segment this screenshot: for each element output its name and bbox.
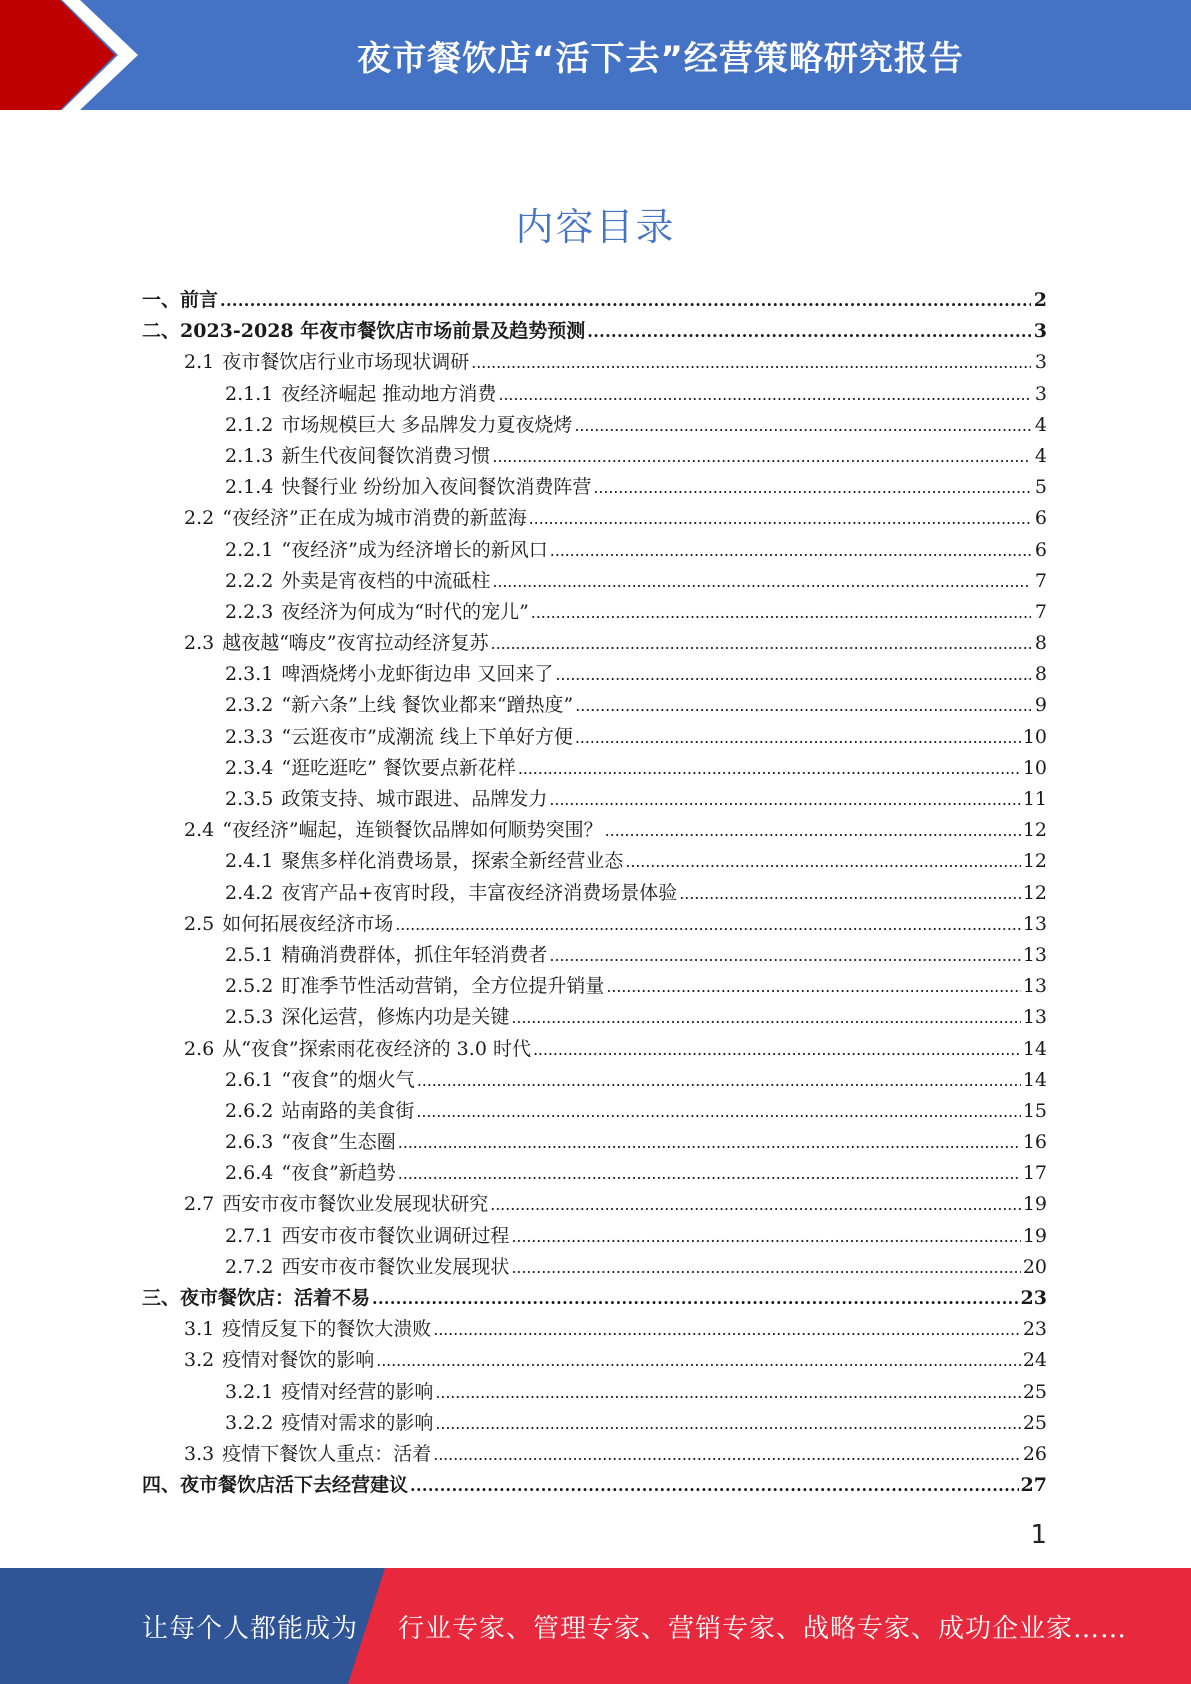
toc-entry-page: 25 [1022, 1380, 1047, 1403]
footer-slogan-left: 让每个人都能成为 [142, 1613, 359, 1644]
toc-entry-title: 啤酒烧烤小龙虾街边串 又回来了 [281, 663, 554, 686]
toc-entry[interactable] [142, 1314, 1047, 1345]
toc-entry[interactable] [142, 285, 1047, 316]
footer-slogan-right: 行业专家、管理专家、营销专家、战略专家、成功企业家…… [398, 1613, 1128, 1644]
toc-entry-number: 2.2.2 [225, 569, 274, 592]
toc-entry[interactable] [142, 566, 1047, 597]
toc-entry-page: 12 [1022, 819, 1047, 842]
report-title: 夜市餐饮店“活下去”经营策略研究报告 [357, 38, 964, 79]
toc-dot-leader [511, 1002, 1020, 1033]
toc-dot-leader [550, 535, 1031, 566]
toc-entry[interactable] [142, 1034, 1047, 1065]
toc-entry-number: 2.6.4 [225, 1162, 274, 1185]
toc-entry-number: 2.5.1 [225, 943, 274, 966]
toc-entry-page: 17 [1022, 1162, 1047, 1185]
toc-entry[interactable] [142, 535, 1047, 566]
toc-entry-page: 4 [1034, 444, 1047, 467]
toc-entry[interactable] [142, 503, 1047, 534]
toc-entry-page: 12 [1022, 881, 1047, 904]
toc-dot-leader [398, 1127, 1021, 1158]
toc-entry-title: “夜食”新趋势 [281, 1162, 396, 1185]
toc-entry-title: 政策支持、城市跟进、品牌发力 [281, 788, 548, 810]
toc-entry[interactable] [142, 1252, 1047, 1283]
toc-entry[interactable] [142, 1345, 1047, 1376]
toc-entry-title: “新六条”上线 餐饮业都来“蹭热度” [281, 694, 574, 717]
toc-dot-leader [398, 1158, 1021, 1189]
toc-entry-number: 2.1 [184, 351, 215, 374]
toc-dot-leader [498, 379, 1031, 410]
toc-entry-title: 疫情下餐饮人重点：活着 [222, 1442, 432, 1465]
toc-dot-leader [531, 597, 1031, 628]
toc-entry[interactable] [142, 472, 1047, 503]
toc-entry-number: 2.1.3 [225, 444, 274, 467]
toc-entry-title: 夜经济崛起 推动地方消费 [281, 382, 497, 405]
toc-entry-title: 疫情对经营的影响 [281, 1380, 434, 1403]
toc-dot-leader [491, 628, 1031, 659]
toc-entry[interactable] [142, 815, 1047, 846]
toc-entry[interactable] [142, 1377, 1047, 1408]
toc-entry-title: 疫情对需求的影响 [281, 1411, 434, 1434]
toc-dot-leader [605, 815, 1021, 846]
toc-heading: 内容目录 [515, 205, 676, 249]
toc-dot-leader [549, 940, 1020, 971]
toc-entry-title: “夜食”生态圈 [281, 1131, 396, 1154]
toc-entry-page: 24 [1022, 1349, 1047, 1372]
toc-dot-leader [376, 1345, 1021, 1376]
toc-entry-title: 夜宵产品+夜宵时段，丰富夜经济消费场景体验 [281, 881, 678, 904]
toc-entry-number: 2.6.2 [225, 1099, 274, 1122]
toc-entry[interactable] [142, 1439, 1047, 1470]
toc-entry-number: 2.3.2 [225, 694, 274, 717]
toc-entry-page: 10 [1022, 756, 1047, 779]
toc-entry-number: 2.6 [184, 1037, 215, 1060]
toc-entry-page: 10 [1022, 725, 1047, 748]
toc-dot-leader [410, 1470, 1019, 1501]
toc-entry-title: 三、夜市餐饮店：活着不易 [142, 1287, 371, 1309]
toc-entry-title: 二、2023-2028 年夜市餐饮店市场前景及趋势预测 [142, 320, 586, 343]
toc-entry-page: 19 [1022, 1193, 1047, 1216]
toc-dot-leader [433, 1439, 1021, 1470]
toc-entry-number: 2.4.1 [225, 850, 274, 873]
toc-entry-title: 西安市夜市餐饮业发展现状 [281, 1255, 510, 1278]
toc-dot-leader [416, 1096, 1020, 1127]
toc-entry-number: 2.3.1 [225, 663, 274, 686]
toc-entry-title: “夜食”的烟火气 [281, 1068, 415, 1091]
toc-dot-leader [435, 1377, 1020, 1408]
toc-entry-title: 深化运营，修炼内功是关键 [281, 1006, 510, 1029]
toc-entry-page: 8 [1034, 632, 1047, 655]
toc-entry-number: 2.7.2 [225, 1255, 274, 1278]
toc-entry-title: “逛吃逛吃” 餐饮要点新花样 [281, 756, 516, 779]
toc-entry[interactable] [142, 1408, 1047, 1439]
toc-entry-title: 盯准季节性活动营销，全方位提升销量 [281, 975, 605, 998]
toc-entry-title: 精确消费群体，抓住年轻消费者 [281, 943, 548, 966]
toc-entry-number: 2.1.2 [225, 413, 274, 436]
toc-entry-page: 13 [1022, 975, 1047, 998]
toc-dot-leader [606, 971, 1020, 1002]
toc-dot-leader [555, 659, 1031, 690]
toc-entry-title: 站南路的美食街 [281, 1099, 415, 1122]
toc-entry-title: 市场规模巨大 多品牌发力夏夜烧烤 [281, 413, 573, 436]
toc-entry[interactable] [142, 753, 1047, 784]
toc-entry-page: 16 [1022, 1131, 1047, 1154]
toc-entry-number: 3.1 [184, 1318, 215, 1341]
toc-dot-leader [395, 909, 1021, 940]
toc-entry-page: 13 [1022, 912, 1047, 935]
toc-entry-page: 7 [1034, 600, 1047, 623]
toc-entry-number: 2.7 [184, 1193, 215, 1216]
toc-dot-leader [587, 316, 1031, 347]
toc-dot-leader [575, 722, 1021, 753]
toc-entry[interactable] [142, 1127, 1047, 1158]
toc-entry-title: 一、前言 [142, 289, 219, 311]
toc-entry[interactable] [142, 1470, 1047, 1501]
toc-entry[interactable] [142, 971, 1047, 1002]
toc-entry[interactable] [142, 846, 1047, 877]
toc-dot-leader [549, 784, 1020, 815]
header-arrow-decoration [0, 0, 160, 110]
toc-entry-title: 西安市夜市餐饮业发展现状研究 [222, 1193, 489, 1216]
toc-dot-leader [529, 503, 1031, 534]
toc-entry-page: 12 [1022, 850, 1047, 873]
toc-entry-number: 3.2.2 [225, 1411, 274, 1434]
toc-entry-number: 2.7.1 [225, 1224, 274, 1247]
toc-entry-number: 2.5 [184, 912, 215, 935]
toc-entry-title: 疫情反复下的餐饮大溃败 [222, 1318, 432, 1341]
toc-entry-page: 14 [1022, 1037, 1047, 1060]
toc-entry-page: 25 [1022, 1411, 1047, 1434]
toc-entry[interactable] [142, 909, 1047, 940]
toc-entry-number: 2.2 [184, 507, 215, 530]
toc-dot-leader [435, 1408, 1020, 1439]
toc-entry-page: 27 [1020, 1474, 1047, 1497]
toc-entry-page: 19 [1022, 1224, 1047, 1247]
toc-entry-page: 6 [1034, 538, 1047, 561]
toc-dot-leader [574, 410, 1031, 441]
toc-entry[interactable] [142, 1283, 1047, 1314]
toc-entry[interactable] [142, 784, 1047, 815]
toc-entry-number: 2.5.3 [225, 1006, 274, 1029]
toc-entry[interactable] [142, 379, 1047, 410]
toc-entry-title: “夜经济”崛起，连锁餐饮品牌如何顺势突围？ [222, 819, 603, 842]
toc-entry[interactable] [142, 347, 1047, 378]
toc-entry[interactable] [142, 1096, 1047, 1127]
toc-entry-page: 23 [1022, 1318, 1047, 1341]
toc-entry-page: 8 [1034, 663, 1047, 686]
toc-entry-page: 26 [1022, 1442, 1047, 1465]
toc-entry-number: 3.3 [184, 1442, 215, 1465]
toc-dot-leader [471, 347, 1031, 378]
toc-entry-page: 5 [1034, 476, 1047, 499]
toc-entry-page: 3 [1034, 351, 1047, 374]
toc-entry-title: 从“夜食”探索雨花夜经济的 3.0 时代 [222, 1037, 531, 1060]
toc-entry[interactable] [142, 1065, 1047, 1096]
toc-entry[interactable] [142, 659, 1047, 690]
toc-entry-page: 3 [1033, 320, 1047, 343]
table-of-contents [142, 285, 1047, 1501]
toc-entry-page: 7 [1034, 569, 1047, 592]
toc-entry-number: 2.4 [184, 819, 215, 842]
toc-dot-leader [575, 690, 1031, 721]
toc-entry-title: 越夜越“嗨皮”夜宵拉动经济复苏 [222, 632, 489, 655]
toc-entry-page: 11 [1022, 788, 1047, 810]
toc-dot-leader [533, 1034, 1021, 1065]
toc-entry-number: 2.4.2 [225, 881, 274, 904]
toc-dot-leader [492, 441, 1031, 472]
toc-entry-title: “夜经济”成为经济增长的新风口 [281, 538, 548, 561]
toc-entry-number: 3.2 [184, 1349, 215, 1372]
toc-entry-title: 快餐行业 纷纷加入夜间餐饮消费阵营 [281, 476, 592, 499]
toc-entry-number: 2.6.3 [225, 1131, 274, 1154]
toc-entry-page: 9 [1034, 694, 1047, 717]
toc-entry[interactable] [142, 878, 1047, 909]
toc-entry[interactable] [142, 940, 1047, 971]
toc-entry[interactable] [142, 1189, 1047, 1220]
toc-dot-leader [518, 753, 1021, 784]
toc-entry-title: 聚焦多样化消费场景，探索全新经营业态 [281, 850, 624, 873]
toc-entry[interactable] [142, 316, 1047, 347]
toc-entry-page: 4 [1034, 413, 1047, 436]
toc-entry-page: 2 [1033, 289, 1047, 311]
toc-entry-number: 2.2.1 [225, 538, 274, 561]
toc-entry-title: 夜经济为何成为“时代的宠儿” [281, 600, 529, 623]
toc-entry-title: “云逛夜市”成潮流 线上下单好方便 [281, 725, 573, 748]
toc-entry-title: 夜市餐饮店行业市场现状调研 [222, 351, 470, 374]
toc-dot-leader [490, 1189, 1021, 1220]
toc-entry-title: 外卖是宵夜档的中流砥柱 [281, 569, 491, 592]
header-band [0, 0, 1191, 110]
toc-entry-number: 2.2.3 [225, 600, 274, 623]
toc-entry[interactable] [142, 1158, 1047, 1189]
toc-entry-page: 3 [1034, 382, 1047, 405]
toc-dot-leader [417, 1065, 1021, 1096]
toc-entry[interactable] [142, 441, 1047, 472]
toc-entry[interactable] [142, 1221, 1047, 1252]
toc-dot-leader [492, 566, 1031, 597]
toc-entry-page: 6 [1034, 507, 1047, 530]
toc-dot-leader [625, 846, 1020, 877]
toc-entry[interactable] [142, 1002, 1047, 1033]
toc-entry[interactable] [142, 410, 1047, 441]
toc-entry-title: 新生代夜间餐饮消费习惯 [281, 444, 491, 467]
toc-entry-number: 2.3.5 [225, 788, 274, 810]
toc-entry-title: 疫情对餐饮的影响 [222, 1349, 375, 1372]
toc-dot-leader [511, 1252, 1020, 1283]
toc-entry[interactable] [142, 690, 1047, 721]
toc-entry-page: 13 [1022, 943, 1047, 966]
toc-entry-number: 2.3 [184, 632, 215, 655]
toc-entry-page: 23 [1020, 1287, 1047, 1309]
toc-entry[interactable] [142, 628, 1047, 659]
toc-dot-leader [433, 1314, 1021, 1345]
toc-entry-page: 13 [1022, 1006, 1047, 1029]
toc-entry-title: 如何拓展夜经济市场 [222, 912, 394, 935]
toc-entry-number: 2.1.4 [225, 476, 274, 499]
footer-band [0, 1568, 1191, 1684]
toc-entry-title: “夜经济”正在成为城市消费的新蓝海 [222, 507, 527, 530]
toc-dot-leader [511, 1221, 1020, 1252]
toc-dot-leader [220, 285, 1031, 316]
toc-entry-number: 3.2.1 [225, 1380, 274, 1403]
toc-entry-number: 2.5.2 [225, 975, 274, 998]
toc-entry-page: 15 [1022, 1099, 1047, 1122]
toc-entry-title: 西安市夜市餐饮业调研过程 [281, 1224, 510, 1247]
toc-entry-number: 2.3.3 [225, 725, 274, 748]
toc-dot-leader [593, 472, 1031, 503]
toc-entry-title: 四、夜市餐饮店活下去经营建议 [142, 1474, 409, 1497]
toc-entry-page: 14 [1022, 1068, 1047, 1091]
toc-entry-page: 20 [1022, 1255, 1047, 1278]
toc-entry[interactable] [142, 597, 1047, 628]
toc-entry-number: 2.6.1 [225, 1068, 274, 1091]
toc-entry-number: 2.3.4 [225, 756, 274, 779]
toc-dot-leader [679, 878, 1021, 909]
toc-entry-number: 2.1.1 [225, 382, 274, 405]
page-number: 1 [1030, 1520, 1047, 1550]
toc-entry[interactable] [142, 722, 1047, 753]
toc-dot-leader [372, 1283, 1019, 1314]
